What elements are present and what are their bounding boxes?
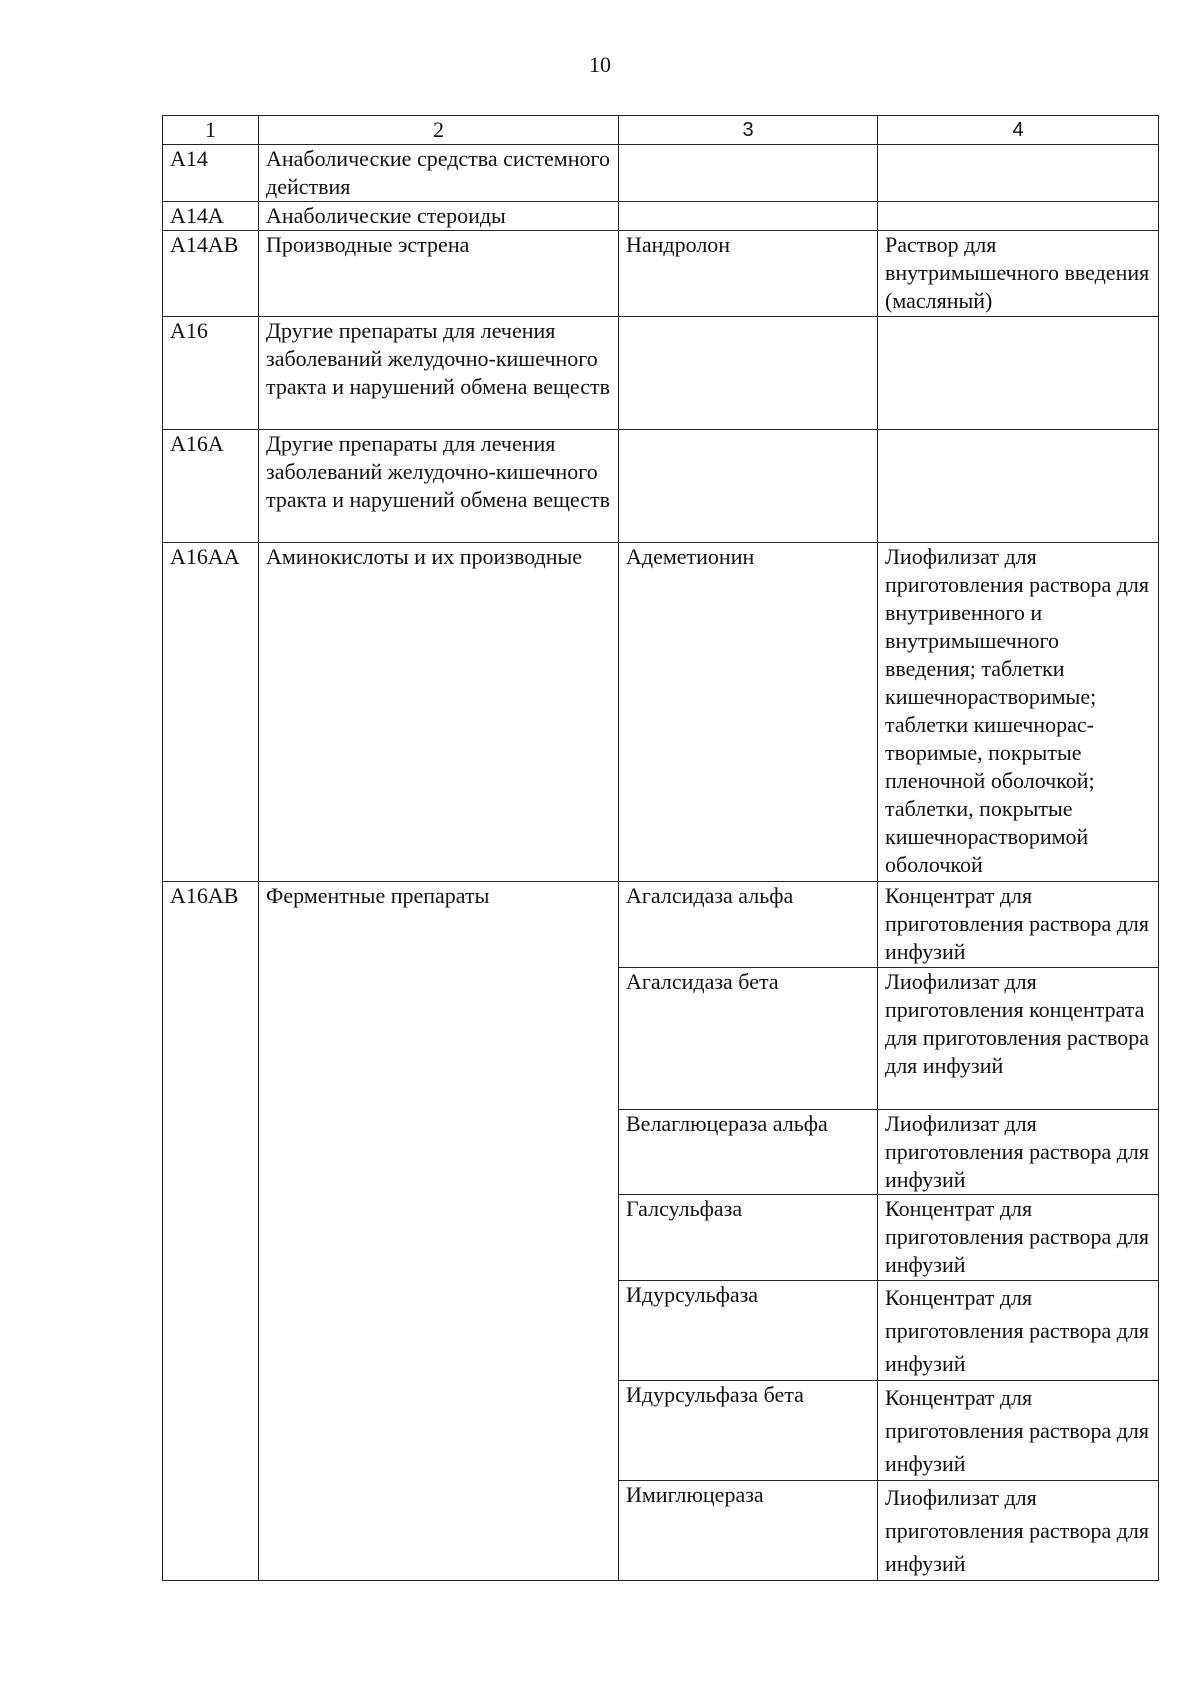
- dosage-form: Раствор для внутримышечного введения (масляный): [878, 231, 1159, 317]
- drug-name: Галсульфаза: [619, 1195, 878, 1281]
- dosage-form: [878, 145, 1159, 202]
- group-name: Анаболические стероиды: [259, 202, 619, 231]
- dosage-form: [878, 317, 1159, 430]
- table-row: [163, 882, 1159, 968]
- dosage-form: [878, 202, 1159, 231]
- drug-name: Идурсульфаза: [619, 1281, 878, 1381]
- atc-code: А16АА: [163, 543, 259, 882]
- drug-table: [162, 115, 1159, 1581]
- atc-code: А14: [163, 145, 259, 202]
- drug-name: Имиглюцераза: [619, 1481, 878, 1581]
- header-col-2: 2: [259, 116, 619, 145]
- atc-code: А14А: [163, 202, 259, 231]
- dosage-form: Концентрат для приготовления раствора для инфузий: [878, 1195, 1159, 1281]
- drug-name: Агалсидаза альфа: [619, 882, 878, 968]
- dosage-form: Лиофилизат для приготовления раствора для внутривенного и внутримышечного введения; таблетки кишечнорастворимые; таблетки кишечнорас-творимые, покрытые пленочной оболочкой; таблетки, покрытые кишечнорастворимой оболочкой: [878, 543, 1159, 882]
- header-col-3: 3: [619, 116, 878, 145]
- drug-name: Идурсульфаза бета: [619, 1381, 878, 1481]
- table-row: [163, 430, 1159, 543]
- dosage-form: Лиофилизат для приготовления раствора для инфузий: [878, 1110, 1159, 1195]
- drug-name: Агалсидаза бета: [619, 968, 878, 1110]
- page-number: 10: [589, 52, 611, 77]
- group-name: Анаболические средства системного действия: [259, 145, 619, 202]
- drug-name: [619, 317, 878, 430]
- dosage-form: Концентрат для приготовления раствора для инфузий: [878, 882, 1159, 968]
- drug-name: Нандролон: [619, 231, 878, 317]
- table-row: [163, 231, 1159, 317]
- dosage-form: Концентрат для приготовления раствора для инфузий: [878, 1281, 1159, 1381]
- group-name: Другие препараты для лечения заболеваний желудочно-кишечного тракта и нарушений обмена веществ: [259, 317, 619, 430]
- table-row: [163, 202, 1159, 231]
- dosage-form: Концентрат для приготовления раствора для инфузий: [878, 1381, 1159, 1481]
- atc-code: А14АВ: [163, 231, 259, 317]
- drug-name: [619, 202, 878, 231]
- table-row: [163, 543, 1159, 882]
- header-col-1: 1: [163, 116, 259, 145]
- group-name: Другие препараты для лечения заболеваний желудочно-кишечного тракта и нарушений обмена веществ: [259, 430, 619, 543]
- atc-code: А16АВ: [163, 882, 259, 1581]
- table-row: [163, 145, 1159, 202]
- table-row: [163, 317, 1159, 430]
- table-header-row: [163, 116, 1159, 145]
- atc-code: А16: [163, 317, 259, 430]
- atc-code: А16А: [163, 430, 259, 543]
- group-name: Производные эстрена: [259, 231, 619, 317]
- dosage-form: Лиофилизат для приготовления концентрата для приготовления раствора для инфузий: [878, 968, 1159, 1110]
- group-name: Ферментные препараты: [259, 882, 619, 1581]
- drug-name: [619, 430, 878, 543]
- drug-name: Адеметионин: [619, 543, 878, 882]
- dosage-form: Лиофилизат для приготовления раствора для инфузий: [878, 1481, 1159, 1581]
- dosage-form: [878, 430, 1159, 543]
- drug-name: [619, 145, 878, 202]
- group-name: Аминокислоты и их производные: [259, 543, 619, 882]
- drug-name: Велаглюцераза альфа: [619, 1110, 878, 1195]
- header-col-4: 4: [878, 116, 1159, 145]
